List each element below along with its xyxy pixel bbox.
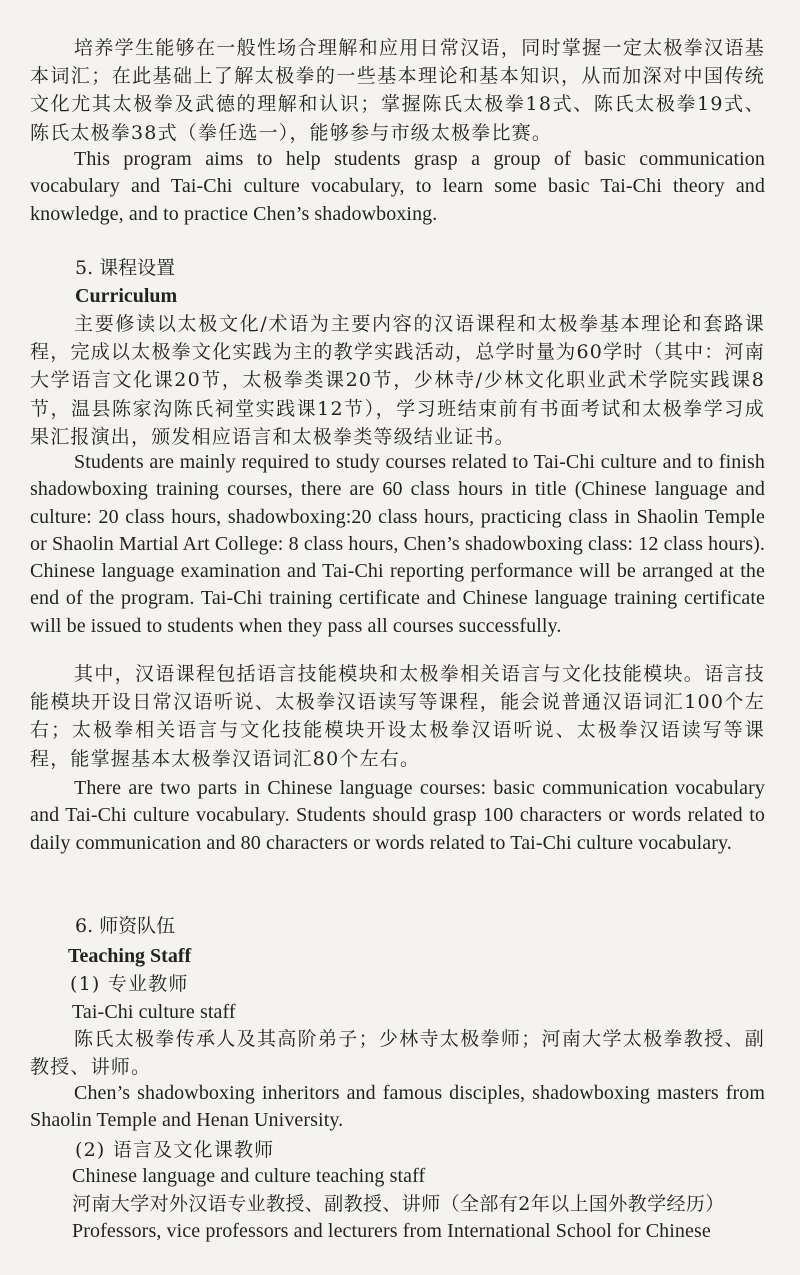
staff-heading-en: Teaching Staff	[68, 945, 192, 967]
curriculum-p1-en: Students are mainly required to study courses related to Tai-Chi culture and to finish shadowboxing training courses, there are 60 class hours in title (Chinese language and culture: 20 class hours, shadowboxing:20 class hours, practicing class in Shaolin Temple or Shaolin Martial Art College: 8 class hours, Chen’s shadowboxing class: 12 class hours). Chinese language examination and Tai-Chi reporting performance will be arranged at the end of the program. Tai-Chi training certificate and Chinese language training certificate will be issued to students when they pass all courses successfully.	[30, 451, 765, 637]
curriculum-p2-en: There are two parts in Chinese language courses: basic communication vocabulary and Tai-Chi culture vocabulary. Students should grasp 100 characters or words related to daily communication and 80 characters or words related to Tai-Chi culture vocabulary.	[30, 777, 765, 854]
staff-heading-zh: 6. 师资队伍	[75, 915, 176, 937]
staff-sub1-desc-zh: 陈氏太极拳传承人及其高阶弟子；少林寺太极拳师；河南大学太极拳教授、副教授、讲师。	[30, 1028, 765, 1079]
staff-sub1-zh: (1) 专业教师	[70, 973, 189, 995]
curriculum-heading-zh: 5. 课程设置	[75, 257, 176, 279]
objectives-zh: 培养学生能够在一般性场合理解和应用日常汉语，同时掌握一定太极拳汉语基本词汇；在此基础上了解太极拳的一些基本理论和基本知识，从而加深对中国传统文化尤其太极拳及武德的理解和认识；掌握陈氏太极拳18式、陈氏太极拳19式、陈氏太极拳38式（拳任选一），能够参与市级太极拳比赛。	[30, 37, 765, 144]
staff-sub2-desc-en: Professors, vice professors and lecturers from International School for Chinese	[72, 1220, 711, 1242]
staff-sub2-en: Chinese language and culture teaching staff	[72, 1165, 426, 1187]
staff-sub1-desc-en: Chen’s shadowboxing inheritors and famous disciples, shadowboxing masters from Shaolin Temple and Henan University.	[30, 1082, 765, 1132]
staff-sub1-en: Tai-Chi culture staff	[72, 1001, 236, 1023]
curriculum-p2-zh: 其中，汉语课程包括语言技能模块和太极拳相关语言与文化技能模块。语言技能模块开设日常汉语听说、太极拳汉语读写等课程，能会说普通汉语词汇100个左右；太极拳相关语言与文化技能模块开设太极拳汉语听说、太极拳汉语读写等课程，能掌握基本太极拳汉语词汇80个左右。	[30, 663, 765, 770]
staff-sub2-zh: (2) 语言及文化课教师	[75, 1139, 275, 1161]
curriculum-p1-zh: 主要修读以太极文化/术语为主要内容的汉语课程和太极拳基本理论和套路课程，完成以太极拳文化实践为主的教学实践活动，总学时量为60学时（其中：河南大学语言文化课20节，太极拳类课20节，少林寺/少林文化职业武术学院实践课8节，温县陈家沟陈氏祠堂实践课12节），学习班结束前有书面考试和太极拳学习成果汇报演出，颁发相应语言和太极拳类等级结业证书。	[30, 313, 765, 448]
curriculum-heading-en: Curriculum	[75, 285, 178, 307]
staff-sub2-desc-zh: 河南大学对外汉语专业教授、副教授、讲师（全部有2年以上国外教学经历）	[72, 1193, 725, 1215]
objectives-en: This program aims to help students grasp a group of basic communication vocabulary and Tai-Chi culture vocabulary, to learn some basic Tai-Chi theory and knowledge, and to practice Chen’s shadowboxing.	[30, 148, 765, 225]
